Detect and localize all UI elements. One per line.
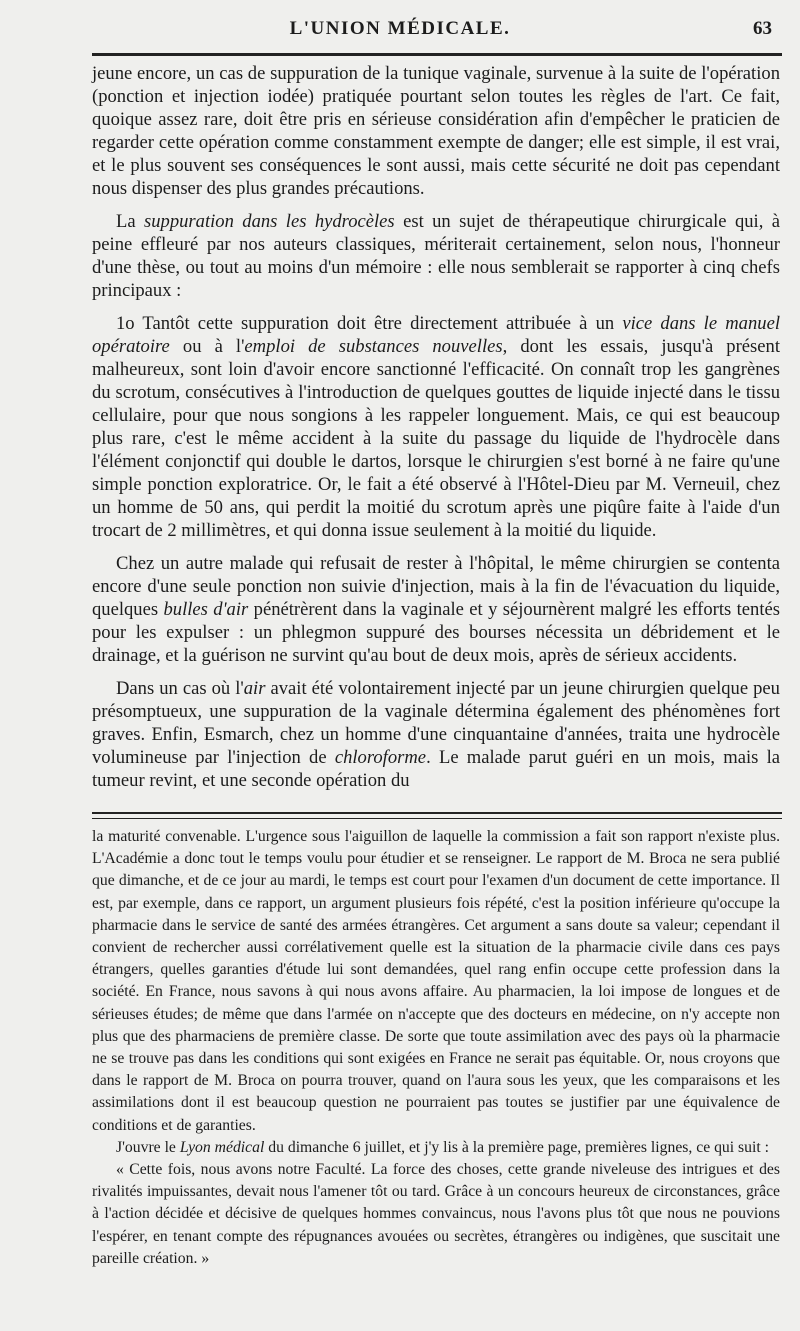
paragraph-5: Dans un cas où l'air avait été volontairement injecté par un jeune chirurgien quelque peu présomptueux, une suppuration de la vaginale détermina également des phénomènes fort graves. Enfin, Esmarch, chez un homme d'une cinquantaine d'années, traita une hydrocèle volumineuse par l'injection de chloroforme. Le malade parut guéri en un mois, mais la tumeur revint, et une seconde opération du <box>92 678 781 791</box>
emphasis-suppuration: suppuration dans les hydrocèles <box>144 211 395 232</box>
emphasis-air: air <box>243 678 266 699</box>
feuilleton-quote: « Cette fois, nous avons notre Faculté. La force des choses, cette grande niveleuse des intrigues et des rivalités impuissantes, devait nous l'amener tôt ou tard. Grâce à un concours heureux de circonstances, grâce à l'action décidée et décisive de quelques hommes convaincus, nous l'avons plus tôt que nous ne pouvions l'espérer, en tenant compte des répugnances avouées ou secrètes, étrangères ou indigènes, que suscitait une pareille création. » <box>92 1161 780 1267</box>
paragraph-4: Chez un autre malade qui refusait de rester à l'hôpital, le même chirurgien se contenta encore d'une seule ponction non suivie d'injection, mais à la fin de l'évacuation du liquide, quelques bulles d'air pénétrèrent dans la vaginale et y séjournèrent malgré les efforts tentés pour les expulser : un phlegmon suppuré des bourses nécessita un débridement et le drainage, et la guérison ne survint qu'au bout de deux mois, après de sérieux accidents. <box>92 553 781 666</box>
paragraph-1: jeune encore, un cas de suppuration de la tunique vaginale, survenue à la suite de l'opération (ponction et injection iodée) pratiquée pourtant selon toutes les règles de l'art. Ce fait, quoique assez rare, doit être pris en sérieuse considération afin d'empêcher le praticien de regarder cette opération comme constamment exempte de danger; elle est simple, il est vrai, et le plus souvent ses conséquences le sont aussi, mais cette sécurité ne doit pas cependant nous dispenser des plus grandes précautions. <box>92 63 780 199</box>
page-number: 63 <box>753 18 772 39</box>
running-title: L'UNION MÉDICALE. <box>289 18 511 39</box>
emphasis-emploi: emploi de substances nouvelles <box>244 336 503 357</box>
paragraph-3: 1o Tantôt cette suppuration doit être directement attribuée à un vice dans le manuel opératoire ou à l'emploi de substances nouvelles, dont les essais, jusqu'à présent malheureux, sont loin d'avoir encore sanctionné l'efficacité. On connaît trop les gangrènes du scrotum, consécutives à l'introduction de quelques gouttes de liquide injecté dans le tissu cellulaire, pour que nous songions à les rappeler longuement. Mais, ce qui est beaucoup plus rare, c'est le même accident à la suite du passage du liquide de l'hydrocèle dans l'élément conjonctif qui double le dartos, lorsque le chirurgien s'est borné à ne faire qu'une simple ponction exploratrice. Or, le fait a été observé à l'Hôtel-Dieu par M. Verneuil, chez un homme de 50 ans, qui perdit la moitié du scrotum après une piqûre faite à l'aide d'un trocart de 2 millimètres, et qui donna issue seulement à la moitié du liquide. <box>92 313 780 541</box>
article-body <box>92 62 780 792</box>
emphasis-bulles: bulles d'air <box>163 599 249 620</box>
emphasis-lyon-medical: Lyon médical <box>179 1138 265 1156</box>
feuilleton-body <box>92 826 780 1270</box>
feuilleton-rule-thin <box>92 818 782 819</box>
feuilleton-paragraph-1: la maturité convenable. L'urgence sous l'aiguillon de laquelle la commission a fait son rapport n'existe plus. L'Académie a donc tout le temps voulu pour étudier et se renseigner. Le rapport de M. Broca ne sera publié que dimanche, et de ce jour au mardi, le temps est court pour l'examen d'un document de cette importance. Il est, par exemple, dans ce rapport, un argument plusieurs fois répété, c'est la position inférieure qu'occupe la pharmacie dans le service de santé des armées étrangères. Cet argument a sans doute sa valeur; cependant il convient de rechercher aussi corrélativement quelle est la situation de la pharmacie civile dans ces pays étrangers, quelles garanties d'étude lui sont demandées, quel rang enfin occupe cette profession dans la société. En France, nous savons à qui nous avons affaire. Au pharmacien, la loi impose de longues et de sérieuses études; de même que dans l'armée on n'accepte que des docteurs en médecine, on n'y accepte non plus que des pharmaciens de première classe. De sorte que toute assimilation avec des pays où la pharmacie ne se trouve pas dans les conditions qui sont exigées en France ne serait pas équitable. Or, nous croyons que dans le rapport de M. Broca on pourra trouver, quand on l'aura sous les yeux, que les comparaisons et les assimilations dont il est beaucoup question ne pourraient pas toutes se justifier par une équivalence de conditions et de garanties. <box>92 828 780 1134</box>
emphasis-chloroforme: chloroforme <box>334 747 427 768</box>
header-rule <box>92 53 782 56</box>
emphasis-vice: vice dans le manuel opératoire <box>92 313 780 357</box>
paragraph-2: La suppuration dans les hydrocèles est un sujet de thérapeutique chirurgicale qui, à peine effleuré par nos auteurs classiques, mériterait certainement, selon nous, l'honneur d'une thèse, ou tout au moins d'un mémoire : elle nous semblerait se rapporter à cinq chefs principaux : <box>92 211 780 301</box>
page-header <box>0 18 800 48</box>
feuilleton-rule-thick <box>92 812 782 814</box>
feuilleton-paragraph-2: J'ouvre le Lyon médical du dimanche 6 juillet, et j'y lis à la première page, premières lignes, ce qui suit : <box>116 1138 770 1156</box>
